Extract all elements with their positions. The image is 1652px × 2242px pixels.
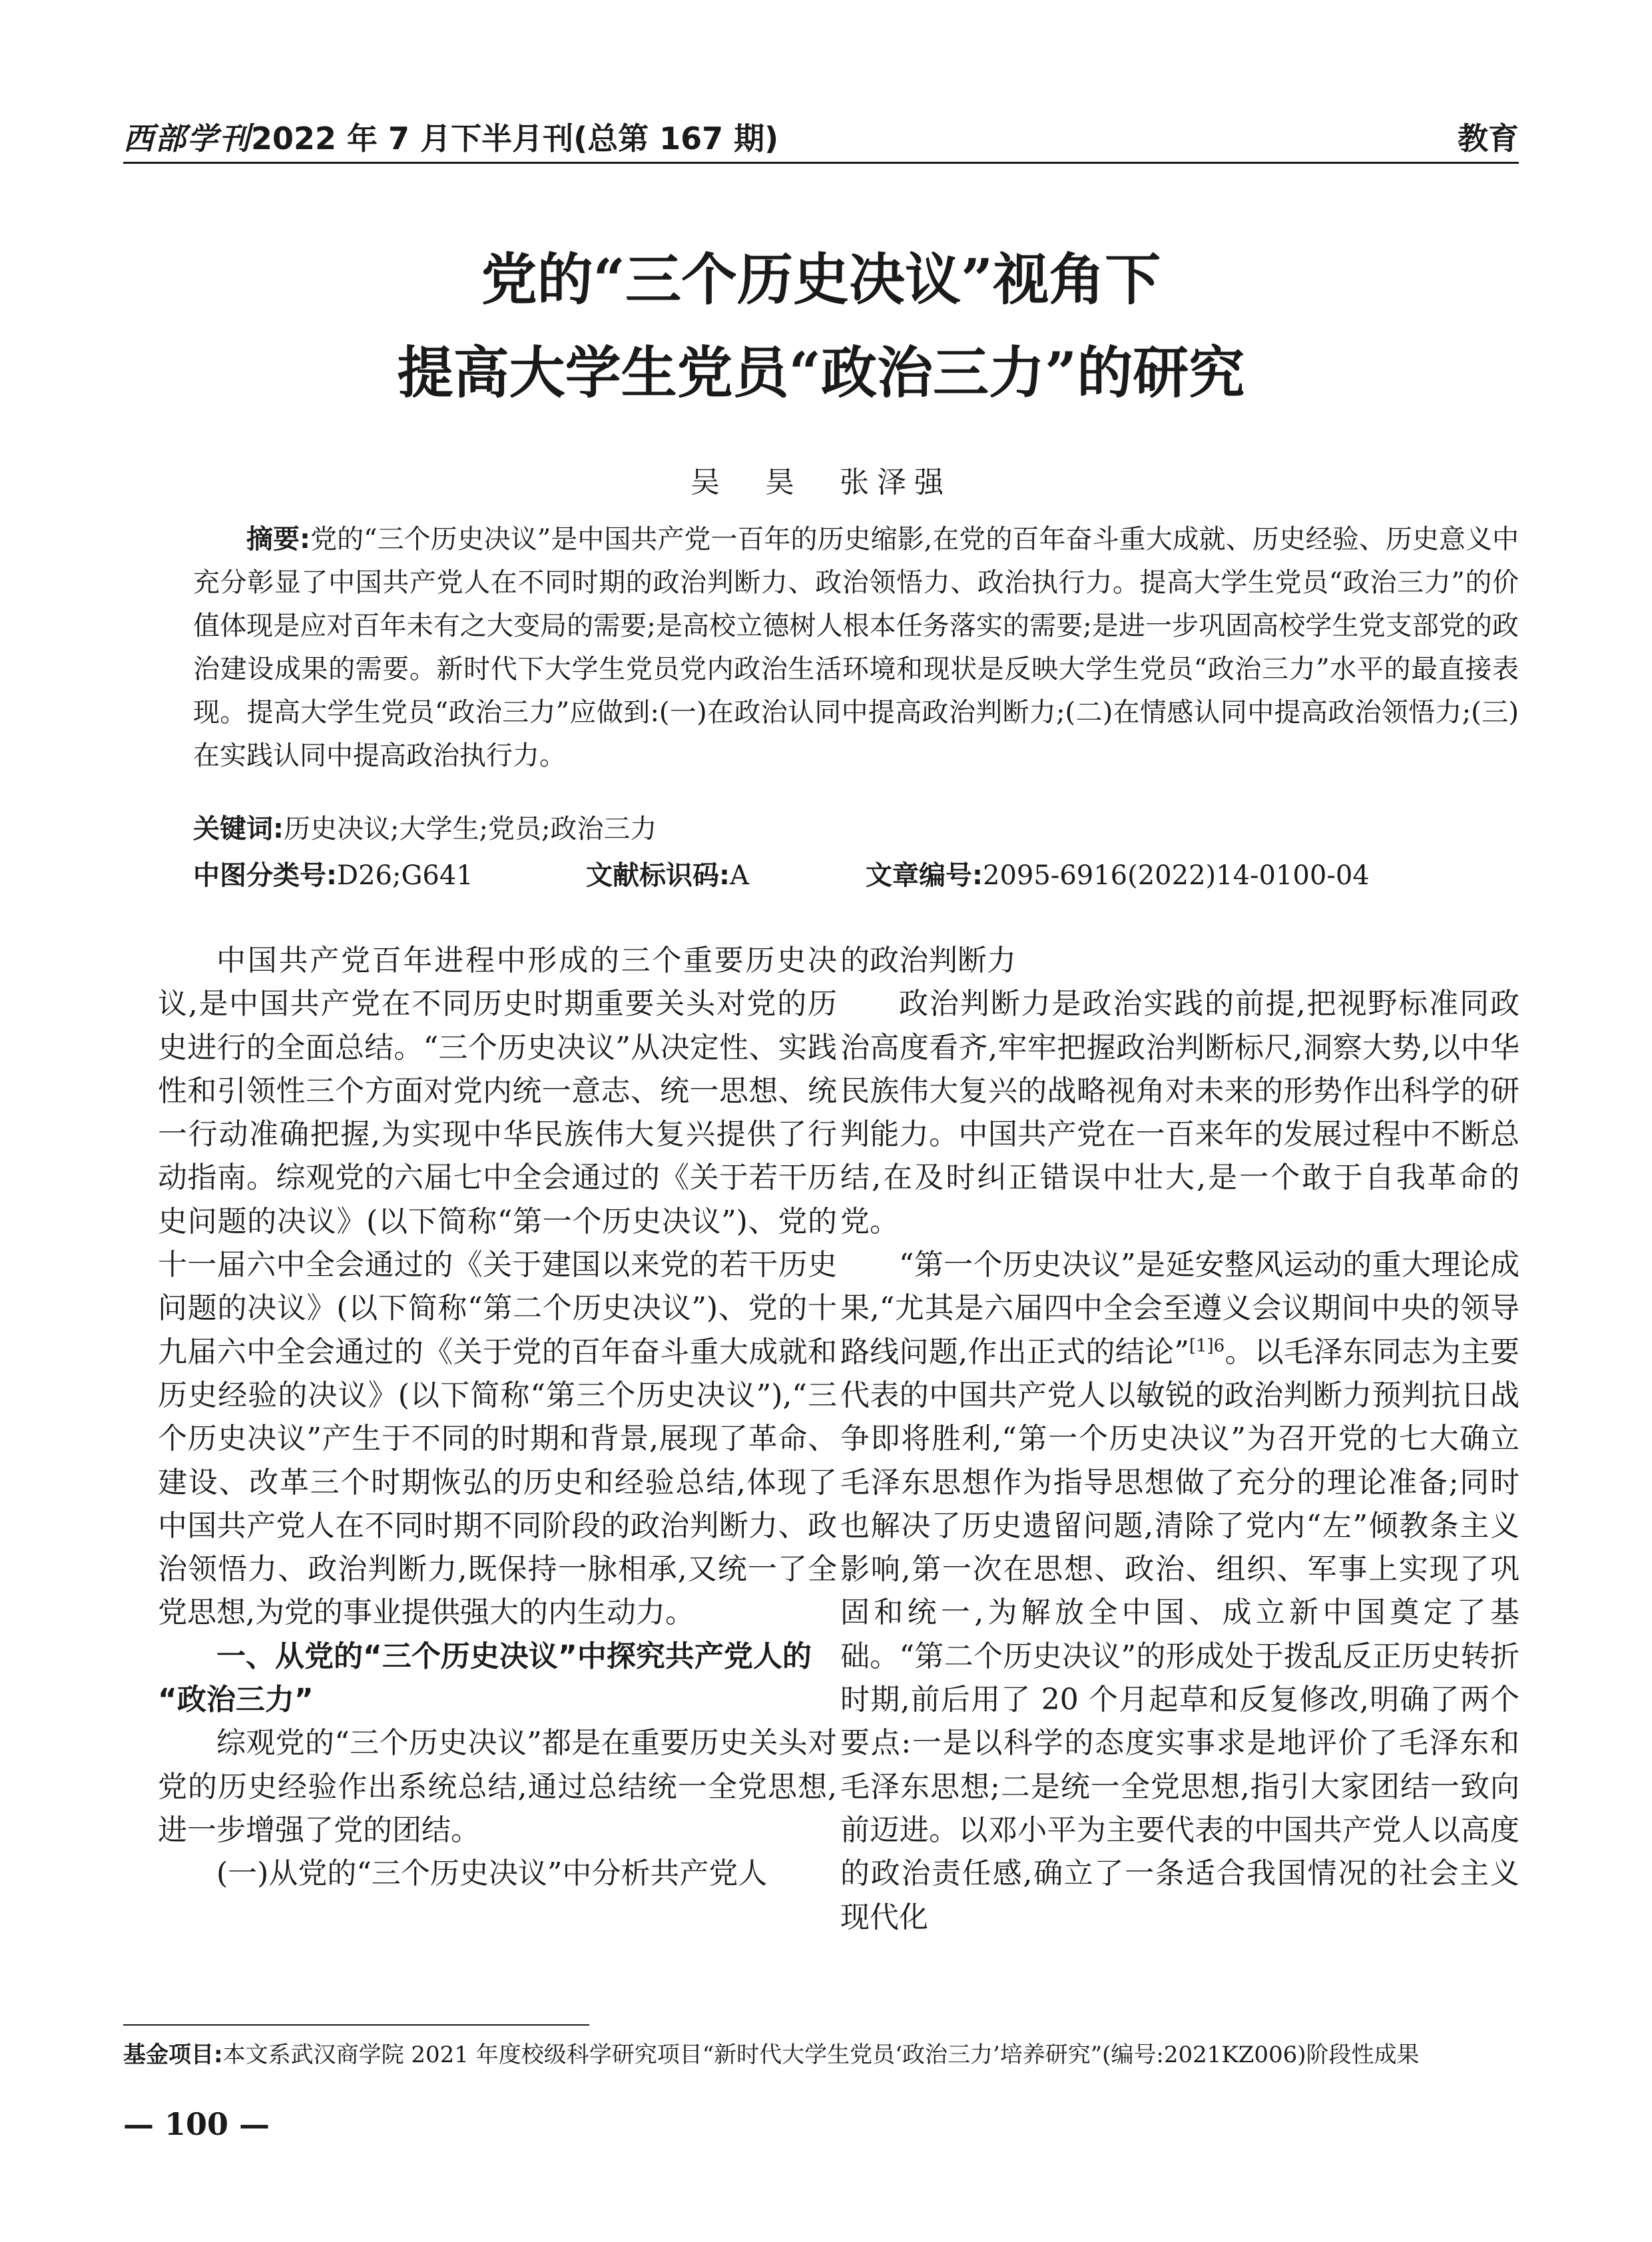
title-line-2: 提高大学生党员“政治三力”的研究	[397, 340, 1245, 406]
section-label: 教育	[1458, 121, 1519, 156]
keywords-text: 历史决议;大学生;党员;政治三力	[284, 814, 657, 844]
section-heading-1-line-1: 一、从党的“三个历史决议”中探究共产党人的	[216, 1639, 812, 1673]
page-number: — 100 —	[123, 2106, 270, 2142]
header-rule	[123, 162, 1519, 164]
title-line-1: 党的“三个历史决议”视角下	[481, 246, 1161, 312]
clc-label: 中图分类号:	[193, 860, 337, 891]
paragraph	[840, 1243, 1519, 1939]
body-column-right	[840, 939, 1519, 1939]
paragraph: 政治判断力是政治实践的前提,把视野标准同政治高度看齐,牢牢把握政治判断标尺,洞察大势,以中华民族伟大复兴的战略视角对未来的形势作出科学的研判能力。中国共产党在一百来年的发展过程中不断总结,在及时纠正错误中壮大,是一个敢于自我革命的党。	[840, 987, 1519, 1239]
doc-value: A	[730, 860, 749, 891]
abstract-text: 党的“三个历史决议”是中国共产党一百年的历史缩影,在党的百年奋斗重大成就、历史经验、历史意义中充分彰显了中国共产党人在不同时期的政治判断力、政治领悟力、政治执行力。提高大学生党员“政治三力”的价值体现是应对百年未有之大变局的需要;是高校立德树人根本任务落实的需要;是进一步巩固高校学生党支部党的政治建设成果的需要。新时代下大学生党员党内政治生活环境和现状是反映大学生党员“政治三力”水平的最直接表现。提高大学生党员“政治三力”应做到:(一)在政治认同中提高政治判断力;(二)在情感认同中提高政治领悟力;(三)在实践认同中提高政治执行力。	[193, 524, 1519, 771]
abstract	[193, 518, 1519, 778]
paragraph: 综观党的“三个历史决议”都是在重要历史关头对党的历史经验作出系统总结,通过总结统一全党思想,进一步增强了党的团结。	[158, 1726, 837, 1847]
doc-code	[586, 854, 749, 892]
clc-number	[193, 854, 473, 892]
footnote-rule	[123, 2024, 589, 2026]
body-column-left	[158, 939, 837, 1896]
issue-info: 2022 年 7 月下半月刊(总第 167 期)	[251, 121, 779, 156]
funding-label: 基金项目:	[123, 2042, 223, 2068]
article-number	[866, 854, 1370, 892]
abstract-label: 摘要:	[246, 524, 311, 555]
funding-note	[123, 2036, 1519, 2069]
article-title	[123, 233, 1519, 420]
subsection-heading: (一)从党的“三个历史决议”中分析共产党人	[216, 1856, 768, 1891]
article-label: 文章编号:	[866, 860, 983, 891]
funding-text: 本文系武汉商学院 2021 年度校级科学研究项目“新时代大学生党员‘政治三力’培养研究”(编号:2021KZ006)阶段性成果	[222, 2042, 1420, 2068]
keywords	[193, 808, 657, 846]
journal-logo: 西部学刊	[123, 121, 251, 156]
paragraph: 中国共产党百年进程中形成的三个重要历史决议,是中国共产党在不同历史时期重要关头对党的历史进行的全面总结。“三个历史决议”从决定性、实践性和引领性三个方面对党内统一意志、统一思想、统一行动准确把握,为实现中华民族伟大复兴提供了行动指南。综观党的六届七中全会通过的《关于若干历史问题的决议》(以下简称“第一个历史决议”)、党的十一届六中全会通过的《关于建国以来党的若干历史问题的决议》(以下简称“第二个历史决议”)、党的十九届六中全会通过的《关于党的百年奋斗重大成就和历史经验的决议》(以下简称“第三个历史决议”),“三个历史决议”产生于不同的时期和背景,展现了革命、建设、改革三个时期恢弘的历史和经验总结,体现了中国共产党人在不同时期不同阶段的政治判断力、政治领悟力、政治判断力,既保持一脉相承,又统一了全党思想,为党的事业提供强大的内生动力。	[158, 944, 837, 1630]
paragraph-text: 。以毛泽东同志为主要代表的中国共产党人以敏锐的政治判断力预判抗日战争即将胜利,“第一个历史决议”为召开党的七大确立毛泽东思想作为指导思想做了充分的理论准备;同时也解决了历史遗留问题,清除了党内“左”倾教条主义影响,第一次在思想、政治、组织、军事上实现了巩固和统一,为解放全中国、成立新中国奠定了基础。“第二个历史决议”的形成处于拨乱反正历史转折时期,前后用了 20 个月起草和反复修改,明确了两个要点:一是以科学的态度实事求是地评价了毛泽东和毛泽东思想;二是统一全党思想,指引大家团结一致向前迈进。以邓小平为主要代表的中国共产党人以高度的政治责任感,确立了一条适合我国情况的社会主义现代化	[840, 1334, 1520, 1934]
subsection-heading-continued: 的政治判断力	[840, 944, 1016, 978]
keywords-label: 关键词:	[193, 814, 284, 844]
citation-ref: [1]6	[1189, 1336, 1225, 1356]
paragraph-text: “第一个历史决议”是延安整风运动的重大理论成果,“尤其是六届四中全会至遵义会议期间中央的领导路线问题,作出正式的结论”	[840, 1248, 1519, 1369]
running-header-journal	[123, 115, 778, 158]
doc-label: 文献标识码:	[586, 860, 730, 891]
section-heading-1-line-2: “政治三力”	[158, 1683, 314, 1717]
section-heading-1	[158, 1635, 837, 1722]
clc-value: D26;G641	[337, 860, 473, 891]
article-value: 2095-6916(2022)14-0100-04	[983, 860, 1370, 891]
authors: 吴 昊 张泽强	[690, 465, 952, 499]
